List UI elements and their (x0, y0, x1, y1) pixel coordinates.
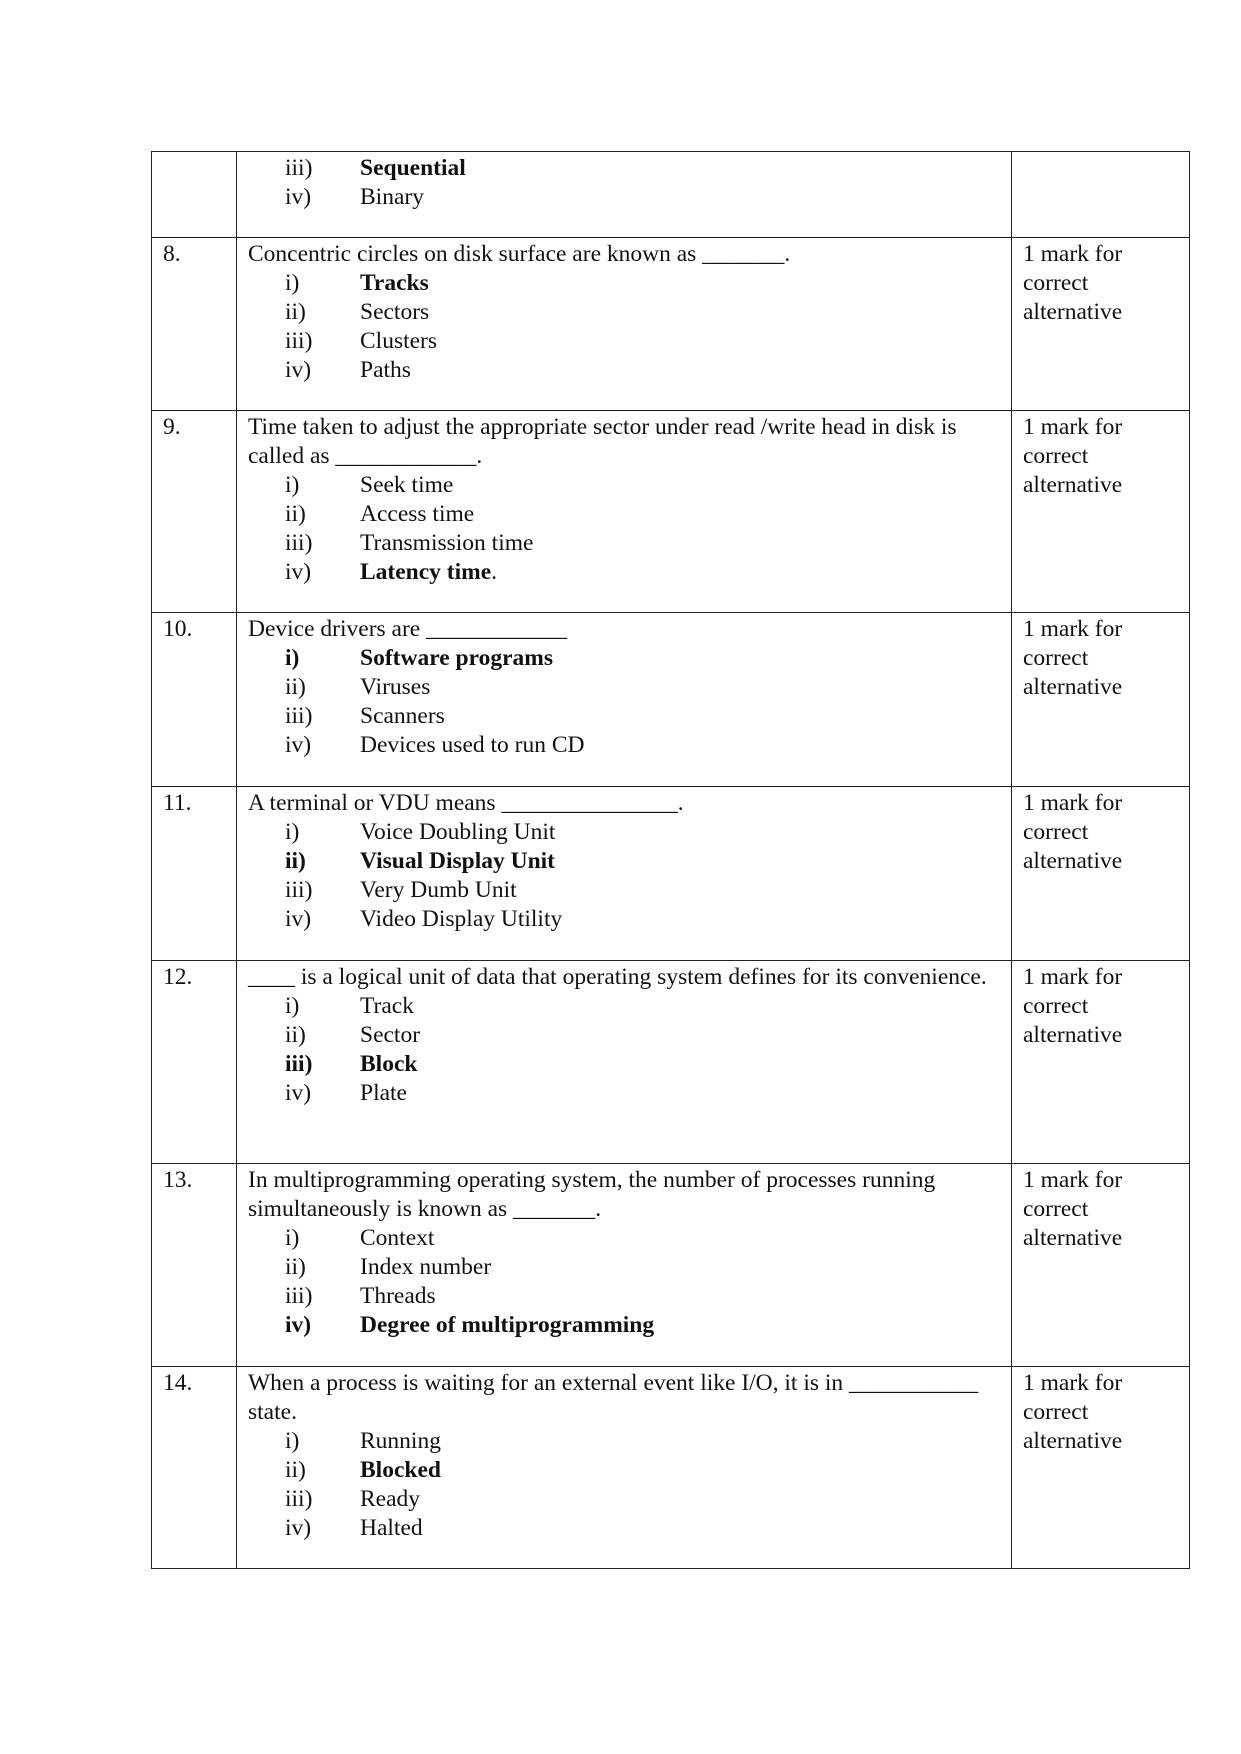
question-number: 11. (152, 787, 237, 961)
option-label: iv) (285, 732, 312, 758)
question-row (152, 787, 1190, 961)
option-label: iii) (285, 1283, 313, 1309)
option-label: iii) (285, 530, 313, 556)
option-text-wrap (360, 356, 411, 385)
option-text: Devices used to run CD (360, 732, 585, 758)
question-number (152, 152, 237, 238)
option-text-wrap (360, 876, 517, 905)
marks-cell (1012, 1164, 1190, 1367)
option-label: i) (285, 993, 300, 1019)
option-text: Binary (360, 184, 424, 210)
option-item (248, 1079, 1003, 1108)
marks-cell (1012, 1367, 1190, 1569)
option-item (248, 1427, 1003, 1456)
option-text-wrap (360, 471, 453, 500)
option-item (248, 327, 1003, 356)
question-row (152, 238, 1190, 411)
option-text-wrap (360, 1485, 420, 1514)
question-text: A terminal or VDU means _______________. (248, 790, 684, 816)
question-row (152, 152, 1190, 238)
marks-text: 1 mark for correct alternative (1023, 616, 1123, 700)
option-item (248, 1021, 1003, 1050)
question-row (152, 1164, 1190, 1367)
option-label: iv) (285, 906, 312, 932)
marks-cell (1012, 961, 1190, 1164)
question-cell (237, 411, 1012, 613)
option-item (248, 1311, 1003, 1340)
option-text-wrap (360, 818, 555, 847)
option-label: i) (285, 645, 300, 671)
option-text-wrap (360, 992, 414, 1021)
question-cell (237, 1164, 1012, 1367)
option-text: Plate (360, 1080, 407, 1106)
option-text: Access time (360, 501, 475, 527)
option-item (248, 183, 1003, 212)
question-text: Concentric circles on disk surface are known as _______. (248, 241, 791, 267)
option-text: Clusters (360, 328, 438, 354)
option-item (248, 1485, 1003, 1514)
option-item (248, 298, 1003, 327)
option-label: iv) (285, 1515, 312, 1541)
option-label: iv) (285, 559, 312, 585)
option-text: Track (360, 993, 414, 1019)
marks-text: 1 mark for correct alternative (1023, 790, 1123, 874)
option-item (248, 1282, 1003, 1311)
option-text-wrap (360, 1514, 423, 1543)
option-label: iii) (285, 703, 313, 729)
option-text-wrap (360, 298, 429, 327)
question-number: 9. (152, 411, 237, 613)
option-item (248, 500, 1003, 529)
option-text: Transmission time (360, 530, 534, 556)
option-text-wrap (360, 183, 424, 212)
option-item (248, 847, 1003, 876)
option-text-wrap (360, 1050, 417, 1079)
option-label: i) (285, 472, 300, 498)
option-text-wrap (360, 1079, 407, 1108)
option-text: Halted (360, 1515, 423, 1541)
option-label: iv) (285, 184, 312, 210)
question-text: Time taken to adjust the appropriate sector under read /write head in disk is called as ____________. (248, 414, 957, 469)
option-item (248, 529, 1003, 558)
option-text-wrap (360, 673, 430, 702)
option-text-wrap (360, 1021, 420, 1050)
question-cell (237, 613, 1012, 787)
option-label: iii) (285, 1051, 313, 1077)
option-text-wrap (360, 1311, 654, 1340)
option-label: iv) (285, 357, 312, 383)
option-item (248, 876, 1003, 905)
question-text: Device drivers are ____________ (248, 616, 568, 642)
option-text: Viruses (360, 674, 431, 700)
option-item (248, 269, 1003, 298)
question-number: 12. (152, 961, 237, 1164)
option-text-wrap (360, 847, 555, 876)
marks-cell (1012, 411, 1190, 613)
option-item (248, 905, 1003, 934)
question-cell (237, 787, 1012, 961)
option-label: ii) (285, 1254, 306, 1280)
option-item (248, 558, 1003, 587)
option-item (248, 731, 1003, 760)
marks-text: 1 mark for correct alternative (1023, 241, 1123, 325)
option-text-wrap (360, 905, 562, 934)
marks-text: 1 mark for correct alternative (1023, 1370, 1123, 1454)
option-item (248, 818, 1003, 847)
option-text: Index number (360, 1254, 492, 1280)
question-row (152, 613, 1190, 787)
option-text: Very Dumb Unit (360, 877, 517, 903)
option-text: Sectors (360, 299, 430, 325)
option-item (248, 1456, 1003, 1485)
question-number: 10. (152, 613, 237, 787)
option-text: Visual Display Unit (360, 848, 556, 874)
option-text: Video Display Utility (360, 906, 563, 932)
option-text: Ready (360, 1486, 421, 1512)
question-text: ____ is a logical unit of data that operating system defines for its convenience. (248, 964, 987, 990)
question-row (152, 1367, 1190, 1569)
option-label: ii) (285, 1457, 306, 1483)
marks-cell (1012, 152, 1190, 238)
option-text: Sequential (360, 155, 466, 181)
option-text: Scanners (360, 703, 445, 729)
option-item (248, 154, 1003, 183)
option-text: Software programs (360, 645, 553, 671)
option-text: Seek time (360, 472, 454, 498)
option-item (248, 1050, 1003, 1079)
option-text-wrap (360, 1456, 441, 1485)
option-label: iv) (285, 1312, 312, 1338)
option-item (248, 1514, 1003, 1543)
option-label: iii) (285, 328, 313, 354)
option-text: Latency time (360, 559, 492, 585)
option-label: i) (285, 819, 300, 845)
option-text: Voice Doubling Unit (360, 819, 556, 845)
option-text-wrap (360, 1282, 436, 1311)
option-text: Running (360, 1428, 441, 1454)
question-cell (237, 1367, 1012, 1569)
question-cell (237, 238, 1012, 411)
option-text: Tracks (360, 270, 429, 296)
answer-key-body (152, 152, 1190, 1569)
question-number: 8. (152, 238, 237, 411)
option-text-wrap (360, 327, 437, 356)
option-text: Paths (360, 357, 411, 383)
option-label: ii) (285, 501, 306, 527)
question-text: In multiprogramming operating system, the number of processes running simultaneously is known as _______. (248, 1167, 936, 1222)
question-text: When a process is waiting for an external event like I/O, it is in ___________ state. (248, 1370, 979, 1425)
marks-text: 1 mark for correct alternative (1023, 1167, 1123, 1251)
marks-text: 1 mark for correct alternative (1023, 414, 1123, 498)
option-text-wrap (360, 1253, 491, 1282)
marks-cell (1012, 238, 1190, 411)
marks-cell (1012, 613, 1190, 787)
option-label: i) (285, 1428, 300, 1454)
option-item (248, 471, 1003, 500)
answer-key-table (151, 151, 1190, 1569)
question-row (152, 961, 1190, 1164)
option-text: Sector (360, 1022, 421, 1048)
option-text-wrap (360, 731, 585, 760)
option-label: iii) (285, 877, 313, 903)
option-label: iii) (285, 1486, 313, 1512)
option-item (248, 356, 1003, 385)
option-label: ii) (285, 848, 306, 874)
option-text-wrap (360, 500, 474, 529)
option-text-wrap (360, 269, 429, 298)
option-text-wrap (360, 154, 466, 183)
marks-text: 1 mark for correct alternative (1023, 964, 1123, 1048)
option-item (248, 702, 1003, 731)
option-item (248, 644, 1003, 673)
option-label: ii) (285, 299, 306, 325)
option-text-wrap (360, 702, 445, 731)
option-label: i) (285, 1225, 300, 1251)
option-item (248, 1253, 1003, 1282)
question-cell (237, 152, 1012, 238)
option-text-wrap (360, 529, 533, 558)
question-number: 13. (152, 1164, 237, 1367)
option-label: i) (285, 270, 300, 296)
question-cell (237, 961, 1012, 1164)
option-text: Block (360, 1051, 418, 1077)
option-item (248, 1224, 1003, 1253)
option-text: Degree of multiprogramming (360, 1312, 655, 1338)
option-label: iii) (285, 155, 313, 181)
option-text-wrap (360, 1427, 441, 1456)
option-item (248, 992, 1003, 1021)
question-number: 14. (152, 1367, 237, 1569)
option-text-wrap (360, 1224, 434, 1253)
option-text: Context (360, 1225, 435, 1251)
option-text: Threads (360, 1283, 436, 1309)
option-item (248, 673, 1003, 702)
option-text-wrap (360, 644, 553, 673)
option-label: ii) (285, 1022, 306, 1048)
option-suffix: . (491, 559, 498, 585)
marks-cell (1012, 787, 1190, 961)
question-row (152, 411, 1190, 613)
option-text: Blocked (360, 1457, 441, 1483)
option-label: iv) (285, 1080, 312, 1106)
option-label: ii) (285, 674, 306, 700)
option-text-wrap (360, 558, 497, 587)
